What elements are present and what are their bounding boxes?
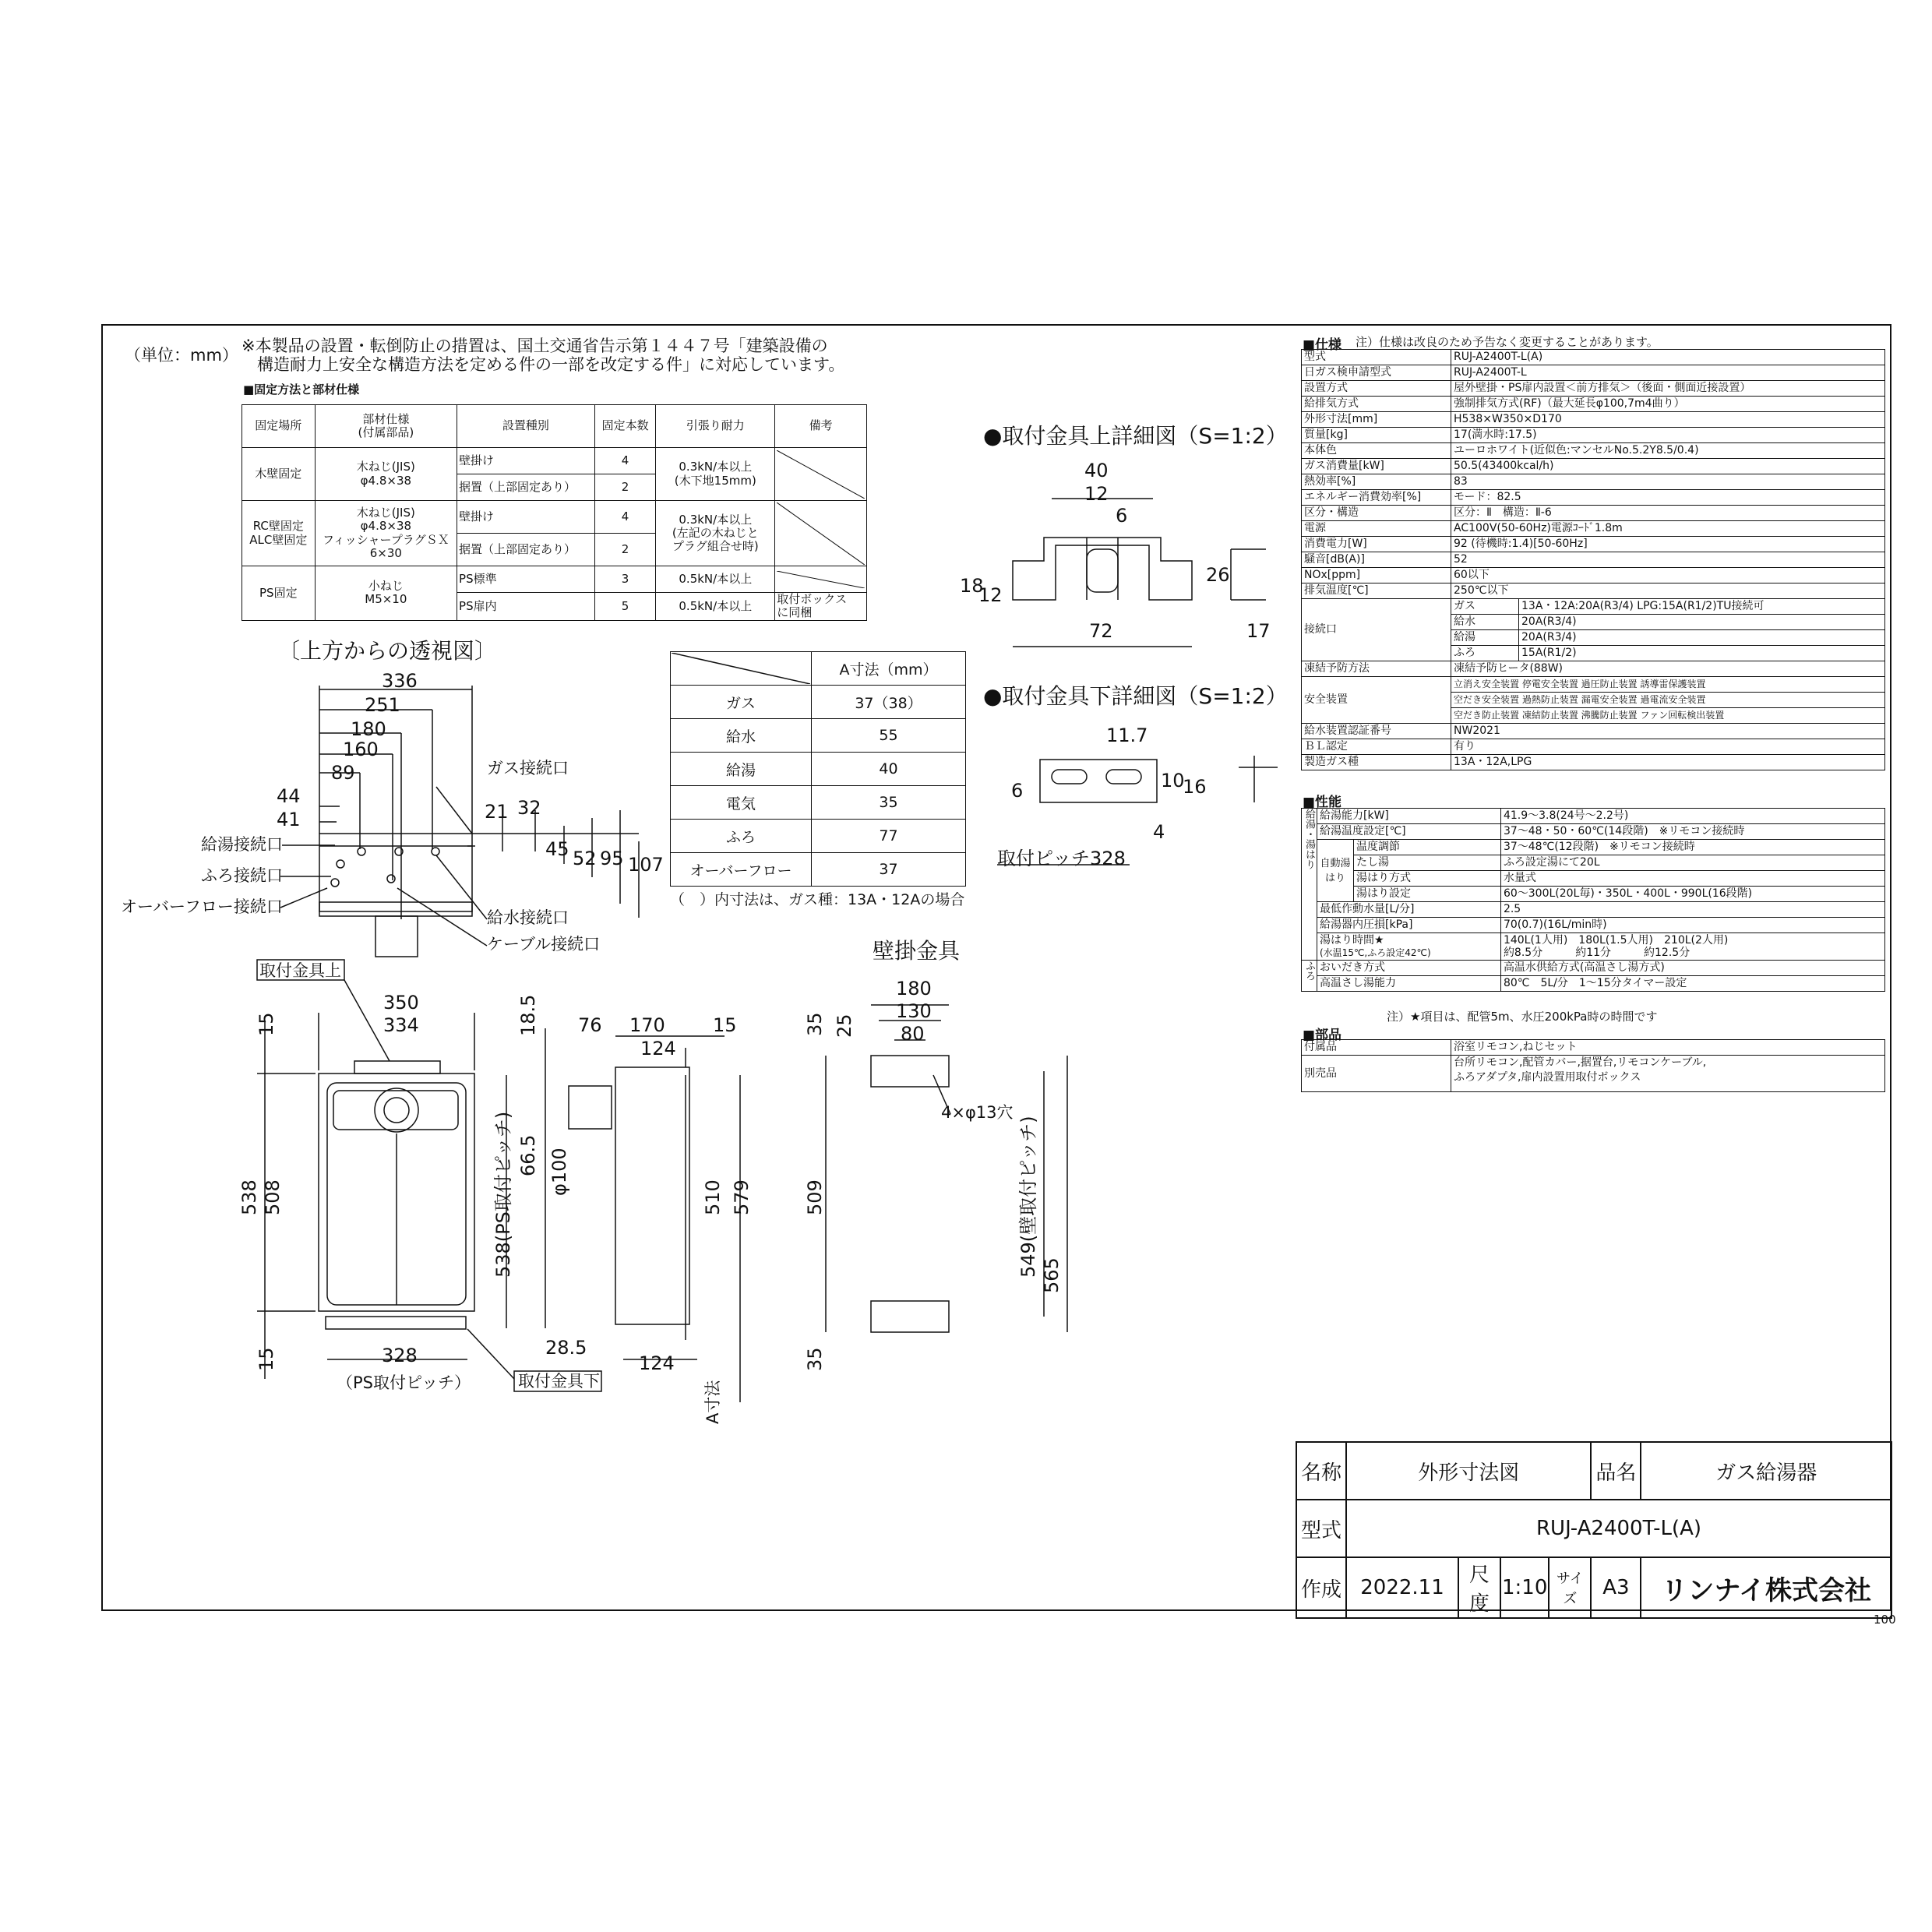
dim-label: 15	[713, 1014, 737, 1036]
dim-label: 15	[256, 1347, 277, 1371]
table-cell: 4	[594, 501, 656, 534]
dim-label: 41	[277, 809, 301, 830]
table-cell: 40	[812, 753, 966, 786]
dim-label: 160	[343, 739, 379, 760]
spec-value: 13A・12A,LPG	[1451, 755, 1885, 770]
spec-value: 60以下	[1451, 568, 1885, 583]
spec-key: 給排気方式	[1302, 397, 1451, 412]
dim-label: 15	[256, 1012, 277, 1036]
dim-label: 12	[1084, 483, 1109, 505]
bracket-bottom-title: ●取付金具下詳細図（S=1:2）	[983, 683, 1288, 709]
spec-value: 屋外壁掛・PS扉内設置＜前方排気＞（後面・側面近接設置）	[1451, 381, 1885, 397]
spec-key: 質量[kg]	[1302, 428, 1451, 443]
spec-value: ユーロホワイト(近似色:マンセルNo.5.2Y8.5/0.4)	[1451, 443, 1885, 459]
col-header: 固定場所	[242, 405, 316, 448]
parts-title: ■部品	[1303, 1028, 1342, 1043]
spec-value: 区分：Ⅱ 構造：Ⅱ-6	[1451, 506, 1885, 521]
spec-key: 接続口	[1302, 599, 1451, 661]
spec-key: 給湯温度設定[℃]	[1317, 824, 1501, 840]
spec-key: ＢＬ認定	[1302, 739, 1451, 755]
title-label: 品名	[1591, 1442, 1641, 1500]
col-header: 備考	[775, 405, 867, 448]
table-cell: 35	[812, 786, 966, 820]
dim-label: 12	[978, 584, 1003, 606]
spec-value: 20A(R3/4)	[1519, 615, 1885, 630]
spec-value: 凍結予防ヒータ(88W)	[1451, 661, 1885, 677]
dim-label: 76	[578, 1014, 602, 1036]
spec-key: 騒音[dB(A)]	[1302, 552, 1451, 568]
spec-key: 排気温度[℃]	[1302, 583, 1451, 599]
dim-label: 107	[628, 854, 664, 876]
table-cell: RC壁固定 ALC壁固定	[242, 501, 316, 566]
table-cell: 据置（上部固定あり）	[457, 534, 595, 566]
spec-key: 給湯器内圧損[kPa]	[1317, 918, 1501, 933]
dim-label: 6	[1011, 780, 1024, 802]
spec-value: 20A(R3/4)	[1519, 630, 1885, 646]
dim-label: 66.5	[517, 1134, 539, 1176]
spec-key: NOx[ppm]	[1302, 568, 1451, 583]
title-label: 型式	[1296, 1500, 1346, 1557]
dim-label: 35	[804, 1012, 826, 1036]
spec-subkey: ガス	[1451, 599, 1519, 615]
table-cell: 壁掛け	[457, 448, 595, 474]
col-header: 引張り耐力	[656, 405, 775, 448]
spec-value: 17(満水時:17.5)	[1451, 428, 1885, 443]
spec-value: 83	[1451, 474, 1885, 490]
hot-water-outlet-label: 給湯接続口	[201, 835, 283, 854]
spec-key: 別売品	[1302, 1056, 1451, 1092]
dim-label: 251	[365, 694, 400, 716]
spec-key: 外形寸法[mm]	[1302, 412, 1451, 428]
perf-key-line: 湯はり時間★	[1320, 934, 1384, 947]
dim-label: φ100	[548, 1148, 570, 1196]
gas-inlet-label: ガス接続口	[487, 759, 569, 777]
spec-key: 設置方式	[1302, 381, 1451, 397]
spec-value: 水量式	[1500, 871, 1884, 887]
spec-value: 空だき安全装置 過熱防止装置 漏電安全装置 過電流安全装置	[1451, 693, 1885, 708]
fix-table-title: ■固定方法と部材仕様	[243, 383, 360, 397]
bracket-top-title: ●取付金具上詳細図（S=1:2）	[983, 423, 1288, 449]
table-cell: 据置（上部固定あり）	[457, 474, 595, 501]
spec-subkey: 給水	[1451, 615, 1519, 630]
dim-label: 124	[639, 1352, 675, 1374]
fixing-method-table	[242, 404, 867, 621]
spec-value: 37～48・50・60℃(14段階) ※リモコン接続時	[1500, 824, 1884, 840]
dim-label: 538(PS取付ピッチ)	[492, 1111, 514, 1278]
dim-label: 35	[804, 1347, 826, 1371]
page-number: 100	[1874, 1613, 1896, 1627]
dim-label: 538	[238, 1179, 260, 1215]
model-number: RUJ-A2400T-L(A)	[1346, 1500, 1891, 1557]
dim-label: 11.7	[1106, 724, 1148, 746]
dim-label: 45	[545, 838, 569, 860]
unit-label: （単位：mm）	[125, 346, 238, 365]
title-block	[1296, 1441, 1892, 1619]
table-cell-slash	[775, 501, 867, 566]
table-cell: 木ねじ(JIS) φ4.8×38	[315, 448, 457, 501]
dim-label: 170	[629, 1014, 665, 1036]
table-cell: ふろ	[671, 820, 812, 853]
table-cell: 77	[812, 820, 966, 853]
company-name: リンナイ株式会社	[1641, 1557, 1891, 1618]
table-cell: 5	[594, 593, 656, 621]
table-cell: 0.3kN/本以上 (木下地15mm)	[656, 448, 775, 501]
dim-label: 25	[834, 1014, 855, 1038]
table-cell: 木ねじ(JIS) φ4.8×38 フィッシャープラグＳＸ 6×30	[315, 501, 457, 566]
drawing-name: 外形寸法図	[1346, 1442, 1591, 1500]
spec-key: 付属品	[1302, 1040, 1451, 1056]
perf-value-line: 140L(1人用) 180L(1.5人用) 210L(2人用)	[1503, 934, 1729, 947]
spec-value: 強制排気方式(RF)（最大延長φ100,7m4曲り）	[1451, 397, 1885, 412]
regulation-note-2: 構造耐力上安全な構造方法を定める件の一部を改定する件」に対応しています。	[257, 355, 845, 374]
dim-label: 44	[277, 785, 301, 807]
dim-label: 6	[1116, 505, 1128, 527]
spec-subkey: ふろ	[1451, 646, 1519, 661]
table-cell: 0.3kN/本以上 (左記の木ねじと プラグ組合せ時)	[656, 501, 775, 566]
dim-label: 579	[731, 1179, 753, 1215]
dim-label: 32	[517, 797, 541, 819]
spec-key: 日ガス検申請型式	[1302, 365, 1451, 381]
title-label: 名称	[1296, 1442, 1346, 1500]
dim-label: 26	[1206, 564, 1230, 586]
dim-label: 350	[383, 992, 419, 1014]
overflow-outlet-label: オーバーフロー接続口	[121, 897, 283, 916]
parts-value-line: 台所リモコン,配管カバー,据置台,リモコンケーブル,	[1454, 1056, 1707, 1069]
bracket-bottom-label: 取付金具下	[518, 1372, 600, 1391]
table-cell: 0.5kN/本以上	[656, 566, 775, 593]
table-cell-slash	[671, 652, 812, 686]
spec-value: 80℃ 5L/分 1～15分タイマー設定	[1500, 976, 1884, 992]
spec-key: おいだき方式	[1317, 961, 1501, 976]
title-label: 尺度	[1458, 1557, 1500, 1618]
spec-value: 37～48℃(12段階) ※リモコン接続時	[1500, 840, 1884, 855]
product-name: ガス給湯器	[1641, 1442, 1891, 1500]
dim-label: 21	[485, 801, 509, 823]
spec-key: 給湯能力[kW]	[1317, 809, 1501, 824]
spec-key: 安全装置	[1302, 677, 1451, 724]
table-cell: 37	[812, 853, 966, 887]
table-cell: PS固定	[242, 566, 316, 621]
dim-label: 40	[1084, 460, 1109, 481]
table-cell-slash	[775, 566, 867, 593]
table-cell: ガス	[671, 686, 812, 719]
spec-value: 有り	[1451, 739, 1885, 755]
bath-outlet-label: ふろ接続口	[201, 866, 283, 885]
dim-label: 565	[1041, 1257, 1063, 1293]
dim-label: 28.5	[545, 1337, 587, 1359]
table-cell: 給水	[671, 719, 812, 753]
spec-key: エネルギー消費効率[%]	[1302, 490, 1451, 506]
perf-table	[1301, 808, 1885, 992]
spec-subkey: たし湯	[1354, 855, 1501, 871]
spec-key: 電源	[1302, 521, 1451, 537]
spec-value	[1500, 933, 1884, 961]
title-label: サイズ	[1549, 1557, 1591, 1618]
spec-value: 50.5(43400kcal/h)	[1451, 459, 1885, 474]
water-inlet-label: 給水接続口	[487, 908, 569, 927]
spec-key: 凍結予防方法	[1302, 661, 1451, 677]
dim-label: 549(壁取付ピッチ)	[1017, 1116, 1039, 1278]
dim-label: A寸法	[703, 1380, 722, 1424]
dim-label: 508	[262, 1179, 284, 1215]
col-header: 固定本数	[594, 405, 656, 448]
spec-value: RUJ-A2400T-L(A)	[1451, 350, 1885, 365]
spec-key	[1317, 933, 1501, 961]
spec-value: 70(0.7)(16L/min時)	[1500, 918, 1884, 933]
dim-label: 334	[383, 1014, 419, 1036]
table-cell: 3	[594, 566, 656, 593]
table-cell: 壁掛け	[457, 501, 595, 534]
spec-key: 型式	[1302, 350, 1451, 365]
spec-value: 92 (待機時:1.4)[50-60Hz]	[1451, 537, 1885, 552]
parts-table	[1301, 1039, 1885, 1092]
spec-key: 最低作動水量[L/分]	[1317, 902, 1501, 918]
table-cell: PS扉内	[457, 593, 595, 621]
dim-label: 16	[1183, 776, 1207, 798]
dim-label: 10	[1161, 770, 1185, 791]
table-cell: PS標準	[457, 566, 595, 593]
parts-value-line: ふろアダプタ,扉内設置用取付ボックス	[1454, 1071, 1641, 1084]
bracket-pitch-label: 取付ピッチ328	[997, 848, 1126, 869]
spec-value: 15A(R1/2)	[1519, 646, 1885, 661]
a-dimension-table	[670, 651, 966, 887]
spec-title: ■仕様	[1303, 337, 1342, 353]
spec-key: 高温さし湯能力	[1317, 976, 1501, 992]
spec-key: 消費電力[W]	[1302, 537, 1451, 552]
table-cell: 55	[812, 719, 966, 753]
bracket-top-label: 取付金具上	[259, 961, 341, 980]
wall-bracket-title: 壁掛金具	[873, 938, 961, 964]
spec-value: 空だき防止装置 凍結防止装置 沸騰防止装置 ファン回転検出装置	[1451, 708, 1885, 724]
spec-value: RUJ-A2400T-L	[1451, 365, 1885, 381]
cable-inlet-label: ケーブル接続口	[487, 935, 601, 954]
spec-key: ガス消費量[kW]	[1302, 459, 1451, 474]
spec-value: 2.5	[1500, 902, 1884, 918]
table-cell: 0.5kN/本以上	[656, 593, 775, 621]
dim-label: 124	[640, 1038, 676, 1059]
spec-subkey: 給湯	[1451, 630, 1519, 646]
spec-value: NW2021	[1451, 724, 1885, 739]
regulation-note-1: ※本製品の設置・転倒防止の措置は、国土交通省告示第１４４７号「建築設備の	[242, 337, 828, 355]
spec-value: 13A・12A:20A(R3/4) LPG:15A(R1/2)TU接続可	[1519, 599, 1885, 615]
spec-value: 60～300L(20L毎)・350L・400L・990L(16段階)	[1500, 887, 1884, 902]
col-header: 設置種別	[457, 405, 595, 448]
dim-label: 80	[901, 1023, 925, 1045]
col-header: 部材仕様 (付属部品)	[315, 405, 457, 448]
spec-key: 区分・構造	[1302, 506, 1451, 521]
spec-note: 注）仕様は改良のため予告なく変更することがあります。	[1356, 335, 1659, 349]
a-dimension-note: （ ）内寸法は、ガス種：13A・12Aの場合	[670, 891, 965, 908]
dim-label: 509	[804, 1179, 826, 1215]
table-cell: 4	[594, 448, 656, 474]
spec-value: ふろ設定湯にて20L	[1500, 855, 1884, 871]
spec-key: 製造ガス種	[1302, 755, 1451, 770]
spec-value: AC100V(50-60Hz)電源ｺｰﾄﾞ1.8m	[1451, 521, 1885, 537]
dim-label: 72	[1089, 620, 1113, 642]
dim-label: 180	[351, 718, 386, 740]
dim-label: （PS取付ピッチ）	[337, 1373, 471, 1392]
table-cell: オーバーフロー	[671, 853, 812, 887]
spec-value: 41.9～3.8(24号～2.2号)	[1500, 809, 1884, 824]
perf-key-line: (水温15℃,ふろ設定42℃)	[1320, 947, 1431, 958]
spec-key: 本体色	[1302, 443, 1451, 459]
dim-label: 4	[1153, 821, 1165, 843]
dim-label: 18.5	[517, 994, 539, 1036]
table-cell: 電気	[671, 786, 812, 820]
dim-label: 336	[382, 670, 418, 692]
spec-value: 浴室リモコン,ねじセット	[1451, 1040, 1885, 1056]
spec-value: H538×W350×D170	[1451, 412, 1885, 428]
spec-subkey: 湯はり設定	[1354, 887, 1501, 902]
dim-label: 95	[600, 848, 624, 869]
dim-label: 89	[331, 762, 355, 784]
dim-label: 130	[896, 1000, 932, 1022]
perf-furo-label: ふろ	[1302, 961, 1317, 992]
dim-label: 180	[896, 978, 932, 999]
dim-label: 52	[573, 848, 597, 869]
table-cell: 37（38）	[812, 686, 966, 719]
table-cell: 給湯	[671, 753, 812, 786]
scale-value: 1:10	[1500, 1557, 1549, 1618]
spec-key: 熱効率[%]	[1302, 474, 1451, 490]
perf-side-label: 給湯・湯はり	[1302, 809, 1317, 961]
spec-key: 給水装置認証番号	[1302, 724, 1451, 739]
spec-subkey: 湯はり方式	[1354, 871, 1501, 887]
table-cell: 2	[594, 534, 656, 566]
spec-value: 高温水供給方式(高温さし湯方式)	[1500, 961, 1884, 976]
created-date: 2022.11	[1346, 1557, 1458, 1618]
spec-value: 52	[1451, 552, 1885, 568]
spec-value: 250℃以下	[1451, 583, 1885, 599]
table-cell: 2	[594, 474, 656, 501]
spec-key: 自動湯はり	[1317, 840, 1354, 902]
dim-label: 17	[1246, 620, 1271, 642]
spec-value: 立消え安全装置 停電安全装置 過圧防止装置 誘導雷保護装置	[1451, 677, 1885, 693]
dim-label: 510	[702, 1179, 724, 1215]
perf-note: 注）★項目は、配管5m、水圧200kPa時の時間です	[1387, 1010, 1658, 1024]
perf-title: ■性能	[1303, 795, 1342, 810]
table-cell: 取付ボックス に同梱	[775, 593, 867, 621]
paper-size: A3	[1591, 1557, 1641, 1618]
spec-subkey: 温度調節	[1354, 840, 1501, 855]
holes-label: 4×φ13穴	[941, 1103, 1014, 1122]
perf-value-line: 約8.5分 約11分 約12.5分	[1503, 947, 1690, 959]
dim-label: 328	[382, 1345, 418, 1366]
spec-value	[1451, 1056, 1885, 1092]
spec-table	[1301, 349, 1885, 770]
table-cell: 小ねじ M5×10	[315, 566, 457, 621]
dim-label: 18	[960, 575, 984, 597]
table-cell: 木壁固定	[242, 448, 316, 501]
table-cell-slash	[775, 448, 867, 501]
top-view-title: 〔上方からの透視図〕	[278, 638, 497, 664]
col-header: A寸法（mm）	[812, 652, 966, 686]
spec-value: モード：82.5	[1451, 490, 1885, 506]
title-label: 作成	[1296, 1557, 1346, 1618]
